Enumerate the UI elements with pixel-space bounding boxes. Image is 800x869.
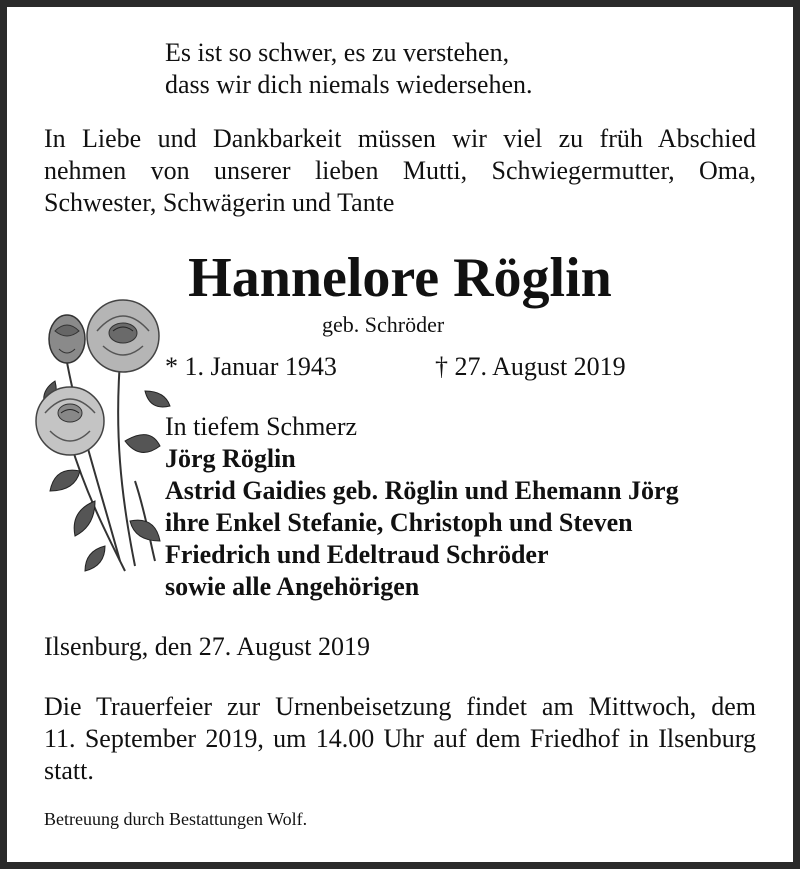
deceased-name: Hannelore Röglin <box>188 247 612 309</box>
intro-text <box>44 123 756 219</box>
undertaker-credit: Betreuung durch Bestattungen Wolf. <box>44 809 308 829</box>
maiden-name: geb. Schröder <box>322 312 445 337</box>
ceremony-line: Die Trauerfeier zur Urnenbeisetzung findet am Mittwoch, dem <box>44 692 756 721</box>
ceremony-text <box>44 691 756 787</box>
mourner-name: Jörg Röglin <box>165 444 296 473</box>
mourners-heading: In tiefem Schmerz <box>165 412 358 441</box>
mourner-name: ihre Enkel Stefanie, Christoph und Steven <box>165 508 633 537</box>
obituary-notice <box>7 7 793 862</box>
poem-line: Es ist so schwer, es zu verstehen, <box>165 38 510 67</box>
poem <box>165 37 533 101</box>
death-date: † 27. August 2019 <box>435 352 626 381</box>
birth-date: * 1. Januar 1943 <box>165 352 337 381</box>
intro-line: nehmen von unserer lieben Mutti, Schwiegermutter, Oma, <box>44 156 756 185</box>
mourner-name: Friedrich und Edeltraud Schröder <box>165 540 549 569</box>
intro-line: Schwester, Schwägerin und Tante <box>44 188 395 217</box>
mourner-name: sowie alle Angehörigen <box>165 572 420 601</box>
roses-icon <box>25 291 175 581</box>
poem-line: dass wir dich niemals wiedersehen. <box>165 70 533 99</box>
ceremony-line: statt. <box>44 756 94 785</box>
mourners <box>165 411 679 603</box>
mourner-name: Astrid Gaidies geb. Röglin und Ehemann Jörg <box>165 476 679 505</box>
intro-line: In Liebe und Dankbarkeit müssen wir viel zu früh Abschied <box>44 124 756 153</box>
ceremony-line: 11. September 2019, um 14.00 Uhr auf dem Friedhof in Ilsenburg <box>44 724 756 753</box>
place-date: Ilsenburg, den 27. August 2019 <box>44 632 370 661</box>
